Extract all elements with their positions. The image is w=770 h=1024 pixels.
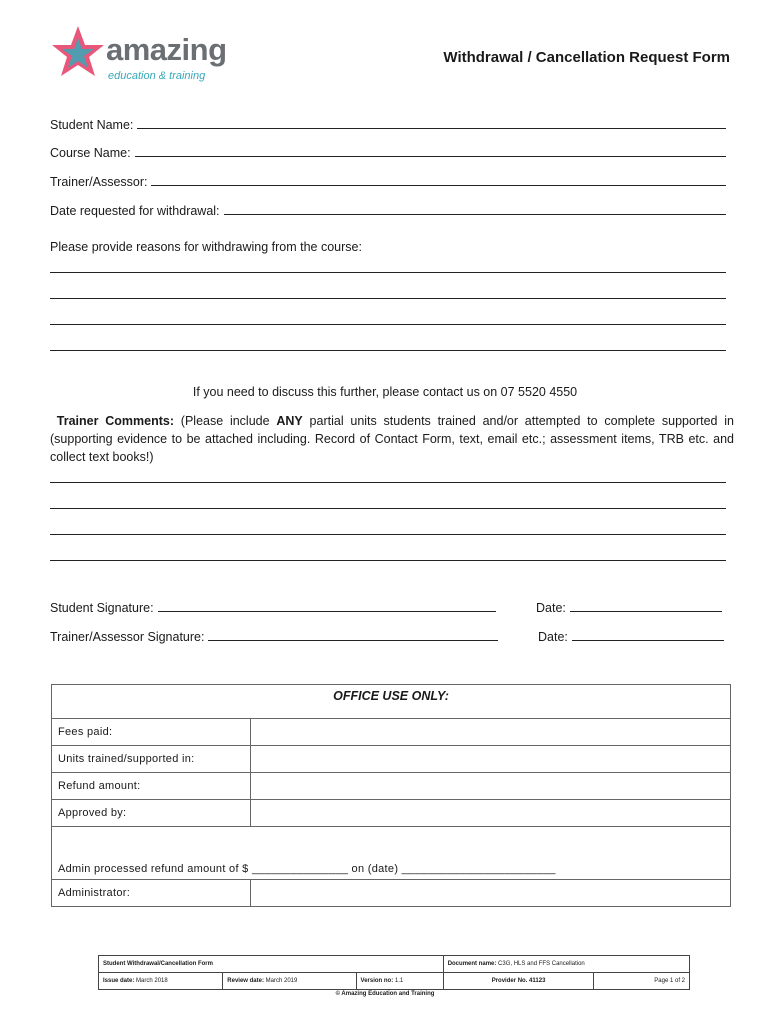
trainer-date-line[interactable] xyxy=(572,639,724,641)
footer-form-name: Student Withdrawal/Cancellation Form xyxy=(99,956,444,973)
course-name-field[interactable] xyxy=(50,146,726,160)
admin-processed-text[interactable]: Admin processed refund amount of $ _______________ on (date) ________________________ xyxy=(52,827,731,880)
office-use-header: OFFICE USE ONLY: xyxy=(52,685,731,719)
table-row xyxy=(52,880,731,907)
comments-line[interactable] xyxy=(50,560,726,561)
document-footer xyxy=(98,955,690,990)
student-date-field[interactable] xyxy=(536,601,722,615)
student-name-label: Student Name: xyxy=(50,118,134,132)
page-title: Withdrawal / Cancellation Request Form xyxy=(443,49,730,66)
administrator-cell[interactable] xyxy=(251,880,731,907)
fees-paid-cell[interactable] xyxy=(251,719,731,746)
date-requested-line[interactable] xyxy=(224,213,726,215)
reasons-prompt: Please provide reasons for withdrawing from the course: xyxy=(50,240,362,254)
date-requested-field[interactable] xyxy=(50,204,726,218)
student-signature-label: Student Signature: xyxy=(50,601,154,615)
office-use-table xyxy=(51,684,731,907)
table-row xyxy=(52,773,731,800)
trainer-signature-label: Trainer/Assessor Signature: xyxy=(50,630,205,644)
trainer-signature-field[interactable] xyxy=(50,630,498,644)
trainer-assessor-line[interactable] xyxy=(151,184,726,186)
date-requested-label: Date requested for withdrawal: xyxy=(50,204,220,218)
table-row xyxy=(52,800,731,827)
trainer-date-field[interactable] xyxy=(538,630,724,644)
logo-tagline: education & training xyxy=(108,70,206,82)
units-trained-cell[interactable] xyxy=(251,746,731,773)
trainer-comments-emphasis: ANY xyxy=(276,414,303,428)
contact-text: If you need to discuss this further, please contact us on 07 5520 4550 xyxy=(192,385,578,399)
footer-issue-date: Issue date: March 2018 xyxy=(99,973,223,990)
footer-provider: Provider No. 41123 xyxy=(443,973,594,990)
trainer-signature-line[interactable] xyxy=(208,639,498,641)
comments-line[interactable] xyxy=(50,508,726,509)
footer-version: Version no: 1.1 xyxy=(356,973,443,990)
logo-wordmark: amazing xyxy=(106,32,227,67)
footer-review-date: Review date: March 2019 xyxy=(223,973,356,990)
table-row xyxy=(52,827,731,880)
reasons-line[interactable] xyxy=(50,324,726,325)
reasons-line[interactable] xyxy=(50,350,726,351)
trainer-assessor-label: Trainer/Assessor: xyxy=(50,175,148,189)
trainer-comments-label: Trainer Comments: xyxy=(56,414,175,428)
table-row xyxy=(52,719,731,746)
comments-line[interactable] xyxy=(50,534,726,535)
trainer-comments-paragraph xyxy=(50,412,734,466)
footer-copyright: © Amazing Education and Training xyxy=(335,991,435,997)
trainer-comments-text-after: partial units students trained and/or attempted to complete supported in (supporting evidence to be attached including. Record of Contact Form, text, email etc.; assessment items, TRB etc. and collect text books!) xyxy=(50,414,734,464)
comments-line[interactable] xyxy=(50,482,726,483)
student-date-label: Date: xyxy=(536,601,566,615)
star-logo-icon xyxy=(50,24,106,80)
approved-by-label: Approved by: xyxy=(52,800,251,827)
refund-amount-label: Refund amount: xyxy=(52,773,251,800)
footer-document-name: Document name: C3G, HLS and FFS Cancellation xyxy=(443,956,689,973)
company-logo xyxy=(50,24,240,94)
reasons-line[interactable] xyxy=(50,272,726,273)
student-signature-field[interactable] xyxy=(50,601,496,615)
course-name-line[interactable] xyxy=(135,155,726,157)
student-signature-line[interactable] xyxy=(158,610,496,612)
fees-paid-label: Fees paid: xyxy=(52,719,251,746)
approved-by-cell[interactable] xyxy=(251,800,731,827)
trainer-date-label: Date: xyxy=(538,630,568,644)
reasons-line[interactable] xyxy=(50,298,726,299)
trainer-comments-text-before: (Please include xyxy=(174,414,277,428)
student-date-line[interactable] xyxy=(570,610,722,612)
trainer-assessor-field[interactable] xyxy=(50,175,726,189)
refund-amount-cell[interactable] xyxy=(251,773,731,800)
table-row xyxy=(52,746,731,773)
student-name-field[interactable] xyxy=(50,118,726,132)
course-name-label: Course Name: xyxy=(50,146,131,160)
administrator-label: Administrator: xyxy=(52,880,251,907)
units-trained-label: Units trained/supported in: xyxy=(52,746,251,773)
footer-page: Page 1 of 2 xyxy=(594,973,690,990)
student-name-line[interactable] xyxy=(137,127,726,129)
